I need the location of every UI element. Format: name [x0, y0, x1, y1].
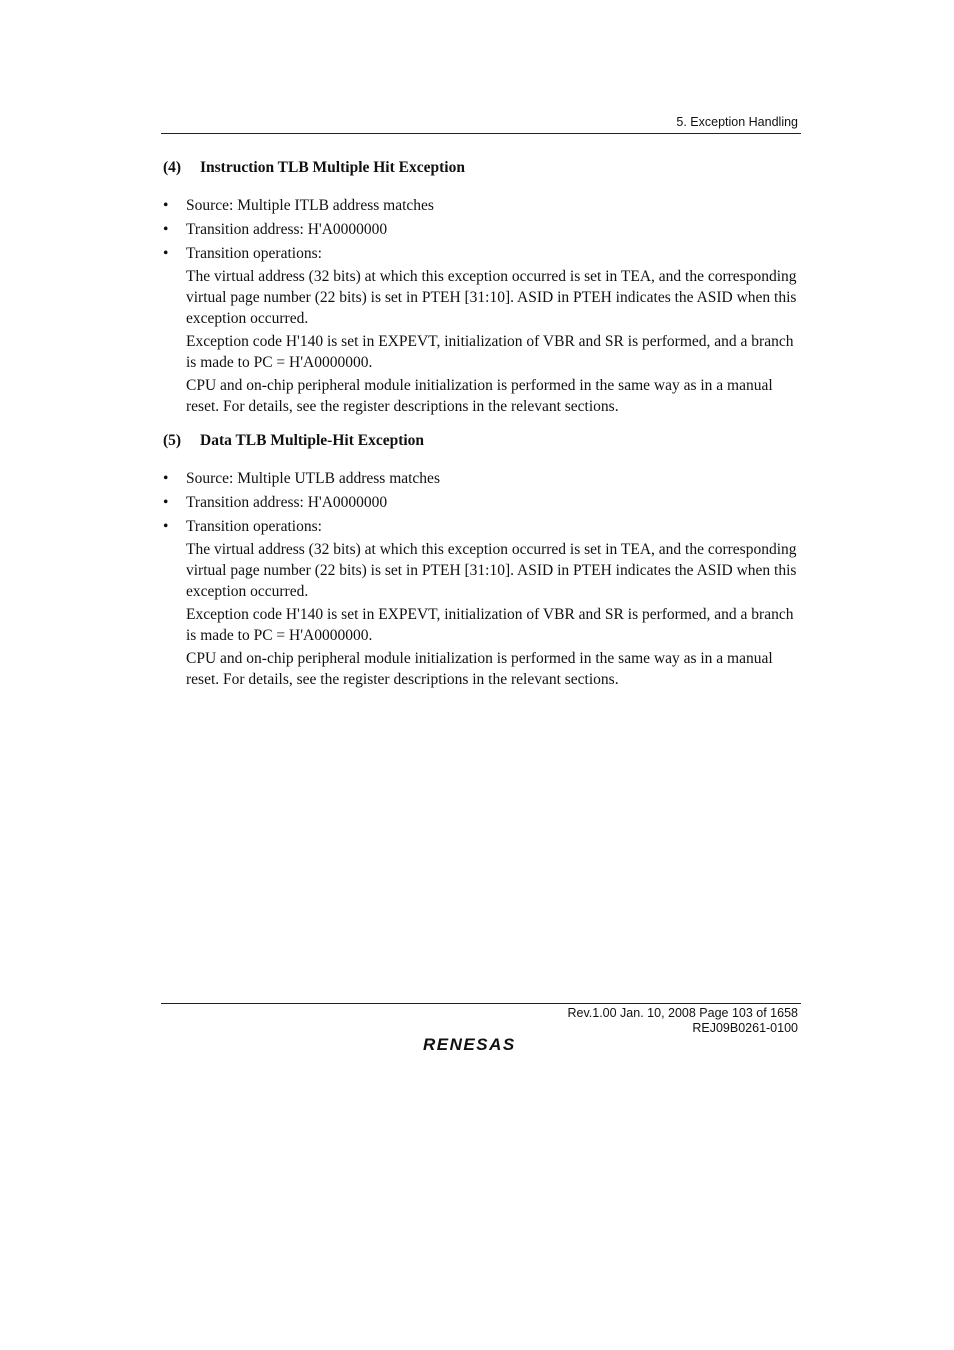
revision-line: Rev.1.00 Jan. 10, 2008 Page 103 of 1658 — [567, 1006, 798, 1020]
bullet-icon: • — [163, 245, 169, 262]
bullet-icon: • — [163, 470, 169, 487]
list-item: • Transition operations: — [163, 518, 322, 535]
paragraph: The virtual address (32 bits) at which this exception occurred is set in TEA, and the corresponding virtual page number (22 bits) is set in PTEH [31:10]. ASID in PTEH indicates the ASID when this exception occurred. — [186, 541, 797, 600]
chapter-header: 5. Exception Handling — [676, 115, 798, 129]
page-body — [163, 158, 803, 690]
logo-text: RENESAS — [423, 1035, 516, 1054]
header-rule — [161, 133, 801, 134]
paragraph: The virtual address (32 bits) at which this exception occurred is set in TEA, and the corresponding virtual page number (22 bits) is set in PTEH [31:10]. ASID in PTEH indicates the ASID when this exception occurred. — [186, 268, 797, 327]
paragraph: Exception code H'140 is set in EXPEVT, initialization of VBR and SR is performed, and a branch is made to PC = H'A0000000. — [186, 333, 794, 371]
list-item: • Transition address: H'A0000000 — [163, 494, 388, 511]
bullet-list — [163, 468, 803, 537]
list-item: • Source: Multiple UTLB address matches — [163, 470, 440, 487]
section-title: Data TLB Multiple-Hit Exception — [200, 432, 425, 449]
bullet-icon: • — [163, 197, 169, 214]
renesas-logo — [421, 1033, 541, 1055]
bullet-icon: • — [163, 221, 169, 238]
bullet-icon: • — [163, 494, 169, 511]
document-number: REJ09B0261-0100 — [692, 1021, 798, 1035]
bullet-list — [163, 195, 803, 264]
section-5 — [163, 431, 803, 690]
section-heading — [163, 431, 803, 451]
list-item: • Transition address: H'A0000000 — [163, 221, 388, 238]
section-4 — [163, 158, 803, 417]
section-number: (5) — [163, 432, 182, 449]
list-item: • Transition operations: — [163, 245, 322, 262]
paragraph: CPU and on-chip peripheral module initialization is performed in the same way as in a manual reset. For details, see the register descriptions in the relevant sections. — [186, 650, 773, 688]
footer-rule — [161, 1003, 801, 1004]
section-number: (4) — [163, 159, 182, 176]
section-title: Instruction TLB Multiple Hit Exception — [200, 159, 465, 176]
bullet-icon: • — [163, 518, 169, 535]
paragraph: CPU and on-chip peripheral module initialization is performed in the same way as in a manual reset. For details, see the register descriptions in the relevant sections. — [186, 377, 773, 415]
section-heading — [163, 158, 803, 178]
paragraph: Exception code H'140 is set in EXPEVT, initialization of VBR and SR is performed, and a branch is made to PC = H'A0000000. — [186, 606, 794, 644]
list-item: • Source: Multiple ITLB address matches — [163, 197, 434, 214]
page-footer — [567, 1006, 798, 1036]
